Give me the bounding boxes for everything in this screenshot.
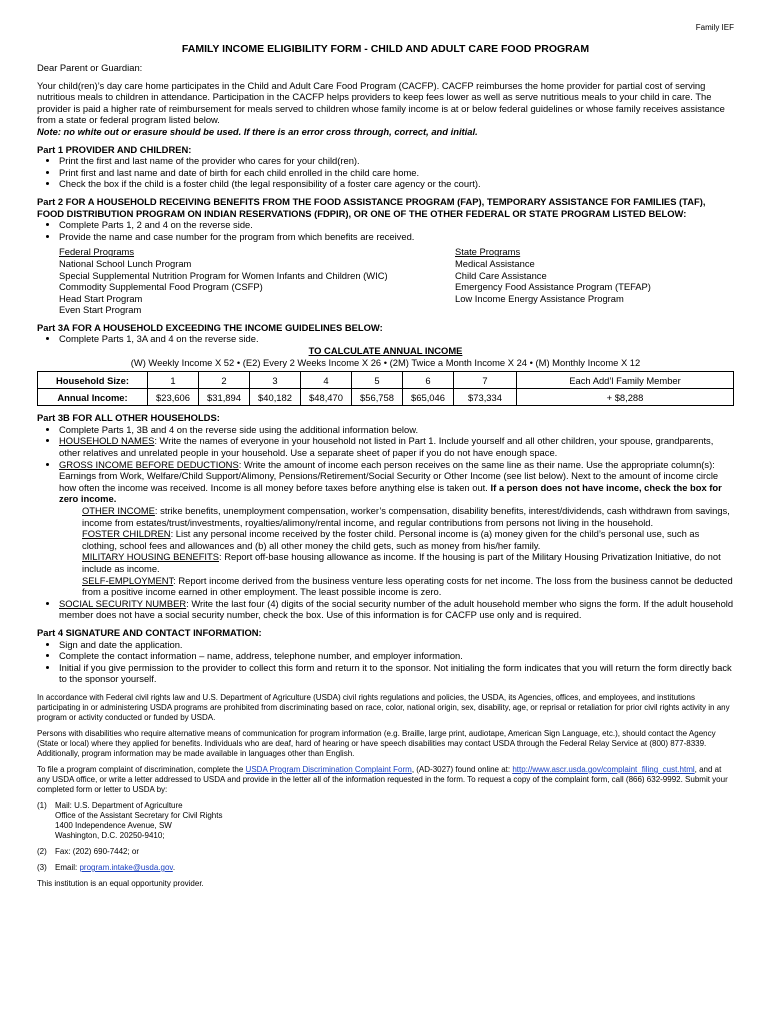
self-employment-text: : Report income derived from the business venture less operating costs for net income. The loss from the business cannot be deducted from a positive income earned in other employment. The least possible income is zero. (82, 574, 733, 598)
salutation: Dear Parent or Guardian: (37, 62, 143, 73)
table-cell: + $8,288 (517, 389, 734, 406)
list-item: Emergency Food Assistance Program (TEFAP) (455, 281, 651, 293)
address-line: Mail: U.S. Department of Agriculture (55, 800, 183, 810)
email-end: . (172, 862, 176, 872)
military-housing (37, 551, 734, 574)
table-cell: 5 (352, 372, 403, 389)
table-cell: $73,334 (454, 389, 517, 406)
part4-heading: Part 4 SIGNATURE AND CONTACT INFORMATION: (37, 626, 262, 638)
federal-heading: Federal Programs (59, 246, 135, 258)
other-income-text: : strike benefits, unemployment compensation, worker’s compensation, disability benefits, interest/dividends, cash withdrawn from savings, income from estates/trust/investments, royalties/alimony/rental income, and regular contributions from persons not living in the household. (82, 505, 730, 528)
calc-heading: TO CALCULATE ANNUAL INCOME (308, 345, 463, 357)
table-cell: $31,894 (199, 389, 250, 406)
fax-number: (2) (37, 846, 47, 856)
list-item (59, 598, 734, 621)
part3b-list (37, 424, 734, 505)
table-cell: $56,758 (352, 389, 403, 406)
part2-list (37, 219, 734, 242)
list-item (59, 435, 734, 458)
mail-block (37, 801, 734, 841)
list-item: Head Start Program (59, 292, 143, 304)
federal-programs (59, 246, 455, 316)
form-code: Family IEF (695, 23, 734, 32)
list-item: • Complete Parts 1, 3B and 4 on the reverse side using the additional information below. (59, 424, 734, 436)
state-programs (455, 246, 651, 316)
table-cell: 2 (199, 372, 250, 389)
household-names-text: : Write the names of everyone in your household not listed in Part 1. Include yourself and all other children, your spouse, grandparents, other relatives and unrelated people in your household. Use a separate sheet of paper if you do not have enough space. (59, 435, 714, 459)
table-row (38, 389, 734, 406)
table-cell: 7 (454, 372, 517, 389)
form-page (37, 18, 734, 889)
email-line (55, 863, 175, 873)
list-item: Commodity Supplemental Food Program (CSFP) (59, 281, 263, 293)
foster-children (37, 528, 734, 551)
self-employment-label: SELF-EMPLOYMENT (82, 574, 174, 586)
part3b-heading: Part 3B FOR ALL OTHER HOUSEHOLDS: (37, 412, 220, 424)
table-cell: 4 (301, 372, 352, 389)
page-title: FAMILY INCOME ELIGIBILITY FORM - CHILD AND ADULT CARE FOOD PROGRAM (181, 43, 590, 55)
gross-income-text: : Write the amount of income each person receives on the same line as their name. Use the appropriate column(s): Earnings from Work, Welfare/Child Support/Alimony, Pensions/Retirement/Social Security or Other Income (see list below). Next to the amount of income circle how often the income was received. Income is all money before taxes before anything else is taken out. (59, 458, 719, 493)
nondiscrimination-p3 (37, 765, 734, 795)
equal-opportunity: This institution is an equal opportunity provider. (37, 878, 204, 888)
list-item (59, 459, 734, 505)
table-cell: 6 (403, 372, 454, 389)
list-item: Even Start Program (59, 304, 142, 316)
address-line: Office of the Assistant Secretary for Civil Rights (55, 810, 223, 820)
complaint-text: , and at any USDA office, or write a letter addressed to USDA and provide in the letter all of the information requested in the form. To request a copy of the complaint form, call (866) 632-9992. Submit your completed form or letter to USDA by: (37, 764, 728, 794)
list-item: Special Supplemental Nutrition Program for Women Infants and Children (WIC) (59, 269, 388, 281)
table-cell: $48,470 (301, 389, 352, 406)
list-item: • Initial if you give permission to the provider to collect this form and return it to the sponsor. Not initialing the form indicates that you will return the form directly back to the sponsor yourself. (59, 662, 734, 685)
note: Note: no white out or erasure should be used. If there is an error cross through, correct, and initial. (37, 125, 478, 137)
other-income (37, 505, 734, 528)
ssn-text: : Write the last four (4) digits of the social security number of the adult household member who signs the form. If the adult household member does not have a social security number, check the box. Use of this information is for CACFP use only and is required. (59, 597, 734, 621)
email-link[interactable]: program.intake@usda.gov (79, 862, 173, 872)
ssn-label: SOCIAL SECURITY NUMBER (59, 597, 187, 609)
nondiscrimination-p1: In accordance with Federal civil rights law and U.S. Department of Agriculture (USDA) civil rights regulations and policies, the USDA, its Agencies, offices, and employees, and institutions participating in or administering USDA programs are prohibited from discriminating based on race, color, national origin, sex, disability, age, or reprisal or retaliation for prior civil rights activity in any program or activity conducted or funded by USDA. (37, 692, 730, 722)
part1-heading: Part 1 PROVIDER AND CHILDREN: (37, 143, 192, 155)
email-number: (3) (37, 862, 47, 872)
list-item: • Sign and date the application. (59, 639, 734, 651)
self-employment (37, 575, 734, 598)
part3a-list (37, 333, 734, 345)
gross-income-label: GROSS INCOME BEFORE DEDUCTIONS (59, 458, 239, 470)
table-cell: $23,606 (148, 389, 199, 406)
other-income-label: OTHER INCOME (82, 505, 155, 516)
table-cell: 3 (250, 372, 301, 389)
list-item: Child Care Assistance (455, 269, 547, 281)
part1-list (37, 155, 734, 190)
address-line: 1400 Independence Avenue, SW (55, 820, 172, 830)
program-lists (37, 246, 734, 316)
foster-children-text: : List any personal income received by the foster child. Personal income is (a) money given for the child’s personal use, such as clothing, school fees and allowances and (b) all other money the child gets, such as money from his/her family. (82, 528, 700, 551)
list-item: • Check the box if the child is a foster child (the legal responsibility of a foster care agency or the court). (59, 178, 734, 190)
part3a-heading: Part 3A FOR A HOUSEHOLD EXCEEDING THE INCOME GUIDELINES BELOW: (37, 321, 383, 333)
list-item: • Complete Parts 1, 2 and 4 on the reverse side. (59, 219, 734, 231)
table-cell: 1 (148, 372, 199, 389)
email-label: Email: (55, 862, 80, 872)
part2-heading: Part 2 FOR A HOUSEHOLD RECEIVING BENEFITS FROM THE FOOD ASSISTANCE PROGRAM (FAP), TEMPORARY ASSISTANCE FOR FAMILIES (TAF), FOOD DISTRIBUTION PROGRAM ON INDIAN RESERVATIONS (FDPIR), OR ONE OF THE OTHER FEDERAL OR STATE PROGRAM LISTED BELOW: (37, 195, 706, 219)
military-housing-text: : Report off-base housing allowance as income. If the housing is part of the Military Housing Privatization Initiative, do not include as income. (82, 551, 721, 574)
fax-text: Fax: (202) 690-7442; or (55, 846, 140, 856)
state-heading: State Programs (455, 246, 521, 258)
list-item: • Complete the contact information – name, address, telephone number, and employer information. (59, 650, 734, 662)
complaint-text: , (AD-3027) found online at: (411, 764, 513, 774)
list-item: • Print the first and last name of the provider who cares for your child(ren). (59, 155, 734, 167)
list-item: Medical Assistance (455, 257, 535, 269)
complaint-text: To file a program complaint of discrimination, complete the (37, 764, 246, 774)
income-table (37, 371, 734, 406)
table-cell: Each Add’l Family Member (517, 372, 734, 389)
part3b-list-ssn (37, 598, 734, 621)
mail-address (55, 801, 222, 841)
list-item: • Complete Parts 1, 3A and 4 on the reverse side. (59, 333, 734, 345)
household-names-label: HOUSEHOLD NAMES (59, 435, 155, 447)
part4-list (37, 639, 734, 685)
fax-block (37, 847, 734, 857)
list-item: Low Income Energy Assistance Program (455, 292, 624, 304)
complaint-url-link[interactable]: http://www.ascr.usda.gov/complaint_filing_cust.html (512, 764, 695, 774)
calc-line: (W) Weekly Income X 52 • (E2) Every 2 Weeks Income X 26 • (2M) Twice a Month Income X 24 • (M) Monthly Income X 12 (130, 356, 641, 368)
military-housing-label: MILITARY HOUSING BENEFITS (82, 551, 220, 563)
annual-income-label: Annual Income: (38, 389, 148, 406)
foster-children-label: FOSTER CHILDREN (82, 528, 171, 540)
intro-paragraph: Your child(ren)’s day care home participates in the Child and Adult Care Food Program (CACFP). CACFP reimburses the home provider for partial cost of serving nutritious meals to children in attendance. Participation in the CACFP helps providers to keep fees lower as well as serve nutritious meals to your child in care. The provider is paid a higher rate of reimbursement for meals served to children whose family income is at or below federal guidelines or whose family receives assistance from a state or federal program listed below. (37, 79, 725, 126)
list-item: National School Lunch Program (59, 257, 192, 269)
complaint-form-link[interactable]: USDA Program Discrimination Complaint Form (245, 764, 412, 774)
gross-income-bold: If a person does not have income, check the box for zero income. (59, 481, 722, 505)
address-line: Washington, D.C. 20250-9410; (55, 830, 165, 840)
table-cell: $40,182 (250, 389, 301, 406)
list-item: • Print first and last name and date of birth for each child enrolled in the child care home. (59, 167, 734, 179)
list-item: • Provide the name and case number for the program from which benefits are received. (59, 231, 734, 243)
mail-number: (1) (37, 800, 47, 810)
table-cell: $65,046 (403, 389, 454, 406)
nondiscrimination-p2: Persons with disabilities who require alternative means of communication for program information (e.g. Braille, large print, audiotape, American Sign Language, etc.), should contact the Agency (State or local) where they applied for benefits. Individuals who are deaf, hard of hearing or have speech disabilities may contact USDA through the Federal Relay Service at (800) 877-8339. Additionally, program information may be made available in languages other than English. (37, 728, 716, 758)
household-size-label: Household Size: (38, 372, 148, 389)
table-row (38, 372, 734, 389)
email-block (37, 863, 734, 873)
